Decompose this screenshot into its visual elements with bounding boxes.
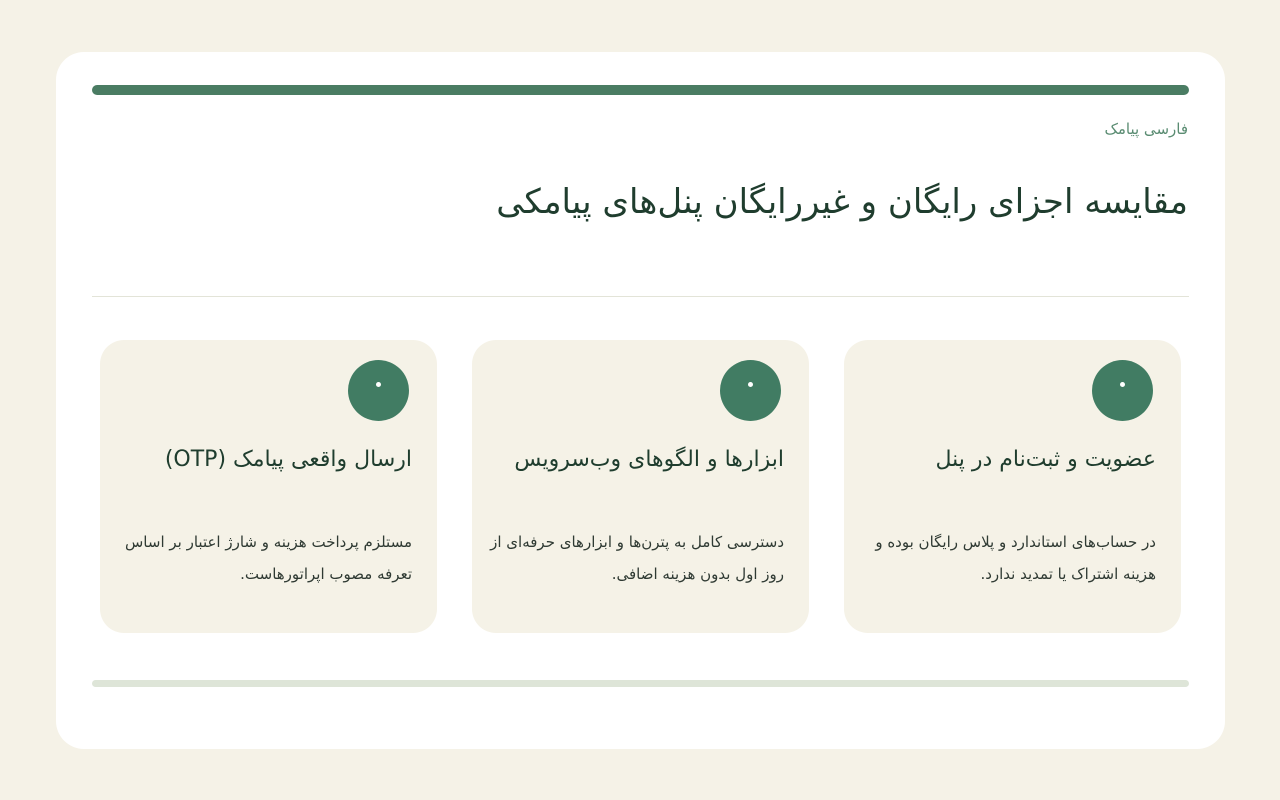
feature-card-sending <box>100 340 437 633</box>
feature-card-membership <box>844 340 1181 633</box>
feature-dot-icon <box>348 360 409 421</box>
feature-description: در حساب‌های استاندارد و پلاس رایگان بوده و هزینه اشتراک یا تمدید ندارد. <box>875 533 1156 583</box>
feature-title: ارسال واقعی پیامک (OTP) <box>164 447 412 472</box>
top-accent-bar <box>92 85 1189 95</box>
page-title: مقایسه اجزای رایگان و غیررایگان پنل‌های پیامکی <box>496 182 1188 222</box>
feature-title: ابزارها و الگوهای وب‌سرویس <box>514 447 784 472</box>
header-divider <box>92 296 1189 297</box>
feature-dot-icon <box>1092 360 1153 421</box>
feature-description: دسترسی کامل به پترن‌ها و ابزارهای حرفه‌ای از روز اول بدون هزینه اضافی. <box>490 533 784 583</box>
feature-list <box>100 340 1181 633</box>
brand-name: فارسی پیامک <box>1104 120 1188 138</box>
feature-dot-icon <box>720 360 781 421</box>
feature-title: عضویت و ثبت‌نام در پنل <box>935 447 1156 472</box>
feature-card-tools <box>472 340 809 633</box>
feature-description: مستلزم پرداخت هزینه و شارژ اعتبار بر اساس تعرفه مصوب اپراتورهاست. <box>125 533 412 583</box>
main-card <box>56 52 1225 749</box>
bottom-accent-bar <box>92 680 1189 687</box>
